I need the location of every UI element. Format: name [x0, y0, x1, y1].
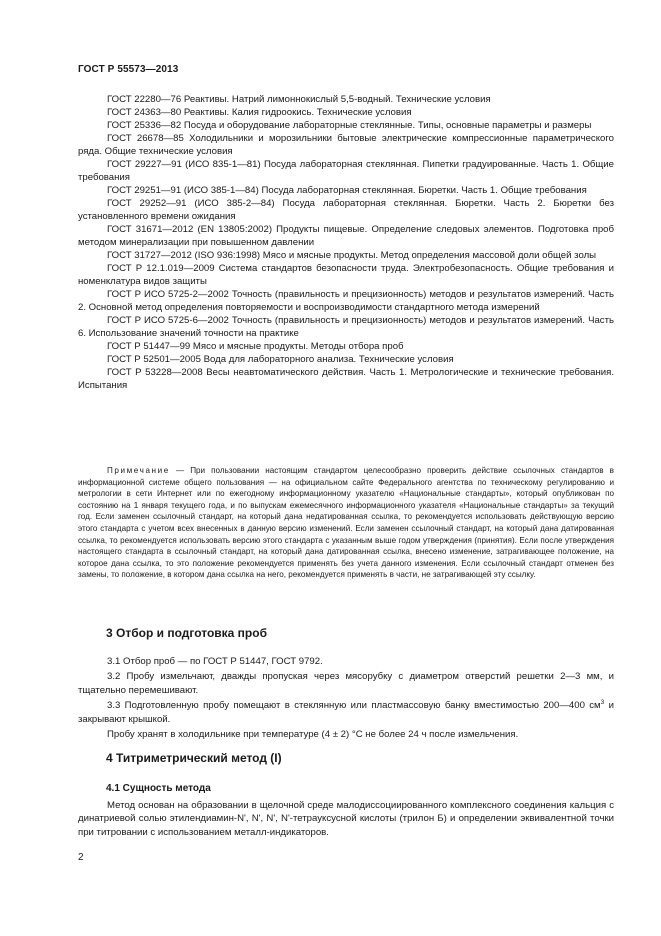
clause-3-1: 3.1 Отбор проб — по ГОСТ Р 51447, ГОСТ 9792. — [107, 656, 323, 667]
reference-item: ГОСТ 31727—2012 (ISO 936:1998) Мясо и мясные продукты. Метод определения массовой доли общей золы — [107, 250, 597, 261]
page-number: 2 — [78, 852, 84, 863]
reference-item: ГОСТ Р 12.1.019—2009 Система стандартов безопасности труда. Электробезопасность. Общие требования и номенклатура видов защиты — [78, 263, 614, 287]
section-4-title: 4 Титриметрический метод (I) — [106, 751, 282, 765]
note-text: — При пользовании настоящим стандартом целесообразно проверить действие ссылочных стандартов в информационной системе общего пользования — на официальном сайте Федерального агентства по техническому регулированию и метрологии в сети Интернет или по ежегодному информационному указателю «Национальные стандарты», который опубликован по состоянию на 1 января текущего года, и по выпускам ежемесячного информационного указателя «Национальные стандарты» за текущий год. Если заменен ссылочный стандарт, на который дана недатированная ссылка, то рекомендуется использовать действующую версию этого стандарта с учетом всех внесенных в данную версию изменений. Если заменен ссылочный стандарт, на который дана датированная ссылка, то рекомендуется использовать версию этого стандарта с указанным выше годом утверждения (принятия). Если после утверждения настоящего стандарта в ссылочный стандарт, на который дана датированная ссылка, внесено изменение, затрагивающее положение, на которое дана ссылка, то это положение рекомендуется применять без учета данного изменения. Если ссылочный стандарт отменен без замены, то положение, в котором дана ссылка на него, рекомендуется применять в части, не затрагивающей эту ссылку. — [78, 466, 614, 580]
section-4-body — [78, 799, 614, 841]
note-label: Примечание — [107, 466, 170, 475]
normative-references-list — [78, 93, 614, 392]
reference-item: ГОСТ 22280—76 Реактивы. Натрий лимоннокислый 5,5-водный. Технические условия — [107, 94, 491, 105]
clause-3-3-end: и закрывают крышкой. — [78, 700, 614, 725]
note-paragraph — [78, 465, 614, 581]
section-3-body — [78, 655, 614, 743]
cubic-superscript: 3 — [600, 699, 605, 707]
reference-item: ГОСТ 31671—2012 (EN 13805:2002) Продукты пищевые. Определение следовых элементов. Подготовка проб методом минерализации при повышенном давлении — [78, 224, 614, 248]
clause-3-3-text: 3.3 Подготовленную пробу помещают в стеклянную или пластмассовую банку вместимостью 200—400 см — [107, 700, 601, 712]
reference-item: ГОСТ 26678—85 Холодильники и морозильники бытовые электрические компрессионные параметрического ряда. Общие технические условия — [78, 133, 614, 157]
reference-item: ГОСТ 29251—91 (ИСО 385-1—84) Посуда лабораторная стеклянная. Бюретки. Часть 1. Общие требования — [107, 185, 587, 196]
reference-item: ГОСТ Р 51447—99 Мясо и мясные продукты. Методы отбора проб — [107, 341, 404, 352]
reference-item: ГОСТ Р ИСО 5725-6—2002 Точность (правильность и прецизионность) методов и результатов измерений. Часть 6. Использование значений точности на практике — [78, 315, 614, 339]
reference-item: ГОСТ 29227—91 (ИСО 835-1—81) Посуда лабораторная стеклянная. Пипетки градуированные. Часть 1. Общие требования — [78, 159, 614, 183]
reference-item: ГОСТ 25336—82 Посуда и оборудование лабораторные стеклянные. Типы, основные параметры и размеры — [107, 120, 592, 131]
reference-item: ГОСТ Р 53228—2008 Весы неавтоматического действия. Часть 1. Метрологические и технические требования. Испытания — [78, 367, 614, 391]
reference-item: ГОСТ 24363—80 Реактивы. Калия гидроокись. Технические условия — [107, 107, 412, 118]
storage-paragraph: Пробу хранят в холодильнике при температуре (4 ± 2) °С не более 24 ч после измельчения. — [107, 729, 519, 741]
reference-item: ГОСТ Р ИСО 5725-2—2002 Точность (правильность и прецизионность) методов и результатов измерений. Часть 2. Основной метод определения повторяемости и воспроизводимости стандартного метода измерений — [78, 289, 614, 313]
document-header: ГОСТ Р 55573—2013 — [78, 64, 179, 75]
section-3-title: 3 Отбор и подготовка проб — [106, 626, 268, 640]
subsection-4-1-title: 4.1 Сущность метода — [106, 783, 211, 794]
clause-3-2: 3.2 Пробу измельчают, дважды пропуская через мясорубку с диаметром отверстий решетки 2—3 мм, и тщательно перемешивают. — [78, 671, 614, 696]
clause-3-3 — [78, 699, 614, 726]
method-principle-paragraph: Метод основан на образовании в щелочной среде малодиссоциированного комплексного соединения кальция с динатриевой солью этилендиамин-N', N', N', N'-тетрауксусной кислоты (трилон Б) и определении эквивалентной точки при титровании с использованием металл-индикаторов. — [78, 800, 614, 838]
reference-item: ГОСТ Р 52501—2005 Вода для лабораторного анализа. Технические условия — [107, 354, 454, 365]
reference-item: ГОСТ 29252—91 (ИСО 385-2—84) Посуда лабораторная стеклянная. Бюретки. Часть 2. Бюретки без установленного времени ожидания — [78, 198, 614, 222]
